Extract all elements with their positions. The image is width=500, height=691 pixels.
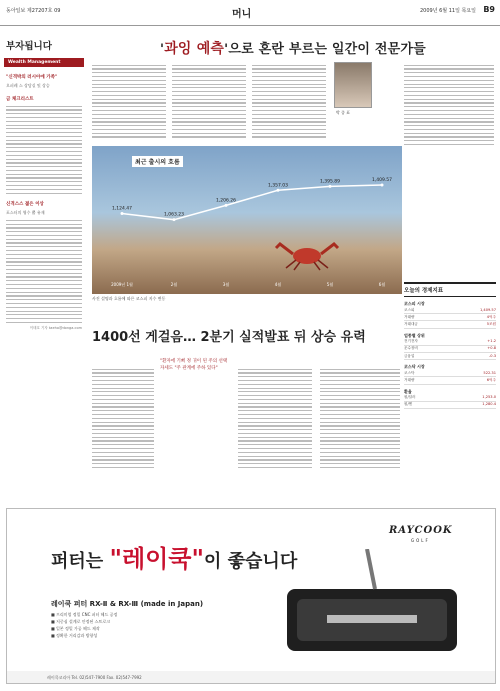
market-row: 거래량 4억주: [404, 314, 496, 321]
ad-slogan-brand: "레이쿡": [109, 544, 204, 573]
raycook-advertisement[interactable]: [6, 508, 496, 684]
ad-bullet-list: [51, 611, 117, 639]
market-indicators: [404, 282, 496, 502]
data-label: 1,124.47: [111, 206, 133, 212]
data-point: [277, 189, 280, 192]
x-tick-label: 5월: [326, 282, 334, 287]
market-row: 코스피 1,409.57: [404, 307, 496, 314]
kospi-series-line: [122, 185, 382, 220]
kospi-chart-photo: [92, 146, 402, 294]
market-row: 거래량 6억주: [404, 377, 496, 384]
ad-logo: RAYCOOK: [389, 525, 453, 536]
ad-slogan-pre: 퍼터는: [51, 551, 110, 572]
ad-footer: 레이쿡코리아 Tel. 02)547-7900 Fax. 02)547-7992: [7, 671, 495, 683]
ad-bullet: ■ 정확한 거리감과 방향성: [51, 633, 98, 638]
left-column: [4, 32, 84, 572]
data-point: [381, 184, 384, 187]
market-section-title: 코스닥 시장: [404, 364, 425, 370]
data-point: [225, 204, 228, 207]
market-row: 금융업 -0.3: [404, 353, 496, 360]
ad-slogan-post: 이 좋습니다: [204, 551, 298, 572]
crab-icon: [272, 232, 342, 272]
article-headline: 1400선 게걸음… 2분기 실적발표 뒤 상승 유력: [92, 330, 366, 345]
x-tick-label: 6월: [378, 282, 386, 287]
column-text-4: [404, 62, 494, 152]
ad-bullet: ■ 저중심 설계로 안정된 스트로크: [51, 619, 111, 624]
chart-caption: 사진 설명과 흐름에 따른 코스피 지수 변동: [92, 296, 166, 301]
left-q2: 금 체크리스트: [6, 97, 34, 102]
column-text-1: [92, 62, 166, 140]
article-text-1: [92, 366, 154, 471]
market-section-title: 코스피 시장: [404, 301, 425, 306]
article-pull-quote: "환자에 기뻐 정 귀이 된 주의 선택 자세도 "주 관계에 주하 있다": [160, 359, 228, 371]
article-body: [92, 352, 402, 504]
page-number: B9: [483, 5, 495, 14]
market-table: [404, 301, 496, 409]
left-q1-sub: 오퍼레 스 상담실 및 상승: [6, 83, 50, 88]
issue-date: 2009년 6월 11일 목요일: [419, 8, 476, 14]
data-point: [329, 185, 332, 188]
column-text-2: [172, 62, 246, 140]
data-point: [121, 212, 124, 215]
left-q3: 신격스스 젊은 이상: [6, 201, 44, 207]
left-q1: "신격박의 러시아에 가족": [6, 75, 58, 80]
market-row: 운수장비 +0.8: [404, 346, 496, 353]
columnist-photo: [334, 62, 372, 108]
chart-title: 최근 출시의 흐름: [132, 156, 183, 167]
left-text-block-2: [6, 220, 82, 323]
ad-product-name: 레이쿡 퍼터 RX-Ⅱ & RX-Ⅲ (made in Japan): [51, 600, 204, 608]
putter-icon: [257, 549, 477, 669]
headline-quote-open: ': [160, 42, 165, 57]
article-text-3: [320, 366, 400, 471]
data-label: 1,206.26: [215, 198, 237, 204]
left-text-block-1: [6, 106, 82, 194]
left-q4: 포스터의 영수 뽑 유재: [6, 209, 45, 215]
market-row: 코스닥 522.31: [404, 370, 496, 377]
page-header: [0, 0, 500, 26]
market-row: 원/엔 1,280.4: [404, 402, 496, 409]
x-tick-label: 3월: [222, 282, 230, 287]
x-tick-label: 2월: [170, 282, 178, 287]
left-section-title: 부자됩니다: [6, 41, 52, 52]
headline-text: '으로 혼란 부르는 일간이 전문가들: [224, 42, 426, 57]
ad-bullet: ■ 프리미엄 정밀 CNC 퍼터 헤드 공정: [51, 612, 118, 617]
x-tick-label: 4월: [274, 282, 282, 287]
section-title: 머니: [232, 9, 252, 20]
columnist-byline: 박 종 표: [336, 110, 351, 115]
market-title: 오늘의 경제지표: [404, 282, 496, 297]
ad-logo-sub: GOLF: [411, 538, 430, 543]
ad-bullet: ■ 일본 정밀 가공 헤드 제작: [51, 626, 100, 631]
column-text-3: [252, 62, 326, 140]
x-tick-label: 2009년 1월: [111, 282, 133, 287]
left-section-subtitle: Wealth Management: [4, 58, 84, 67]
article-text-2: [238, 366, 312, 471]
left-author: 이태호 기자 taeho@donga.com: [29, 325, 82, 330]
market-row: 거래대금 5조원: [404, 321, 496, 328]
headline-keyword: 과잉 예측: [164, 41, 225, 57]
market-row: 원/달러 1,253.0: [404, 395, 496, 402]
kospi-line-chart: [92, 146, 402, 294]
data-label: 1,063.23: [163, 212, 185, 218]
data-label: 1,409.57: [371, 178, 393, 184]
market-section-title: 업종별 상위: [404, 332, 425, 338]
newspaper-info: 동아일보 제27207호 09: [6, 8, 61, 14]
column-headline: [160, 38, 426, 58]
market-section-title: 환율: [404, 388, 412, 394]
data-label: 1,395.89: [319, 179, 341, 185]
data-point: [173, 218, 176, 221]
market-row: 전기전자 +1.2: [404, 339, 496, 346]
data-label: 1,357.03: [267, 183, 289, 189]
